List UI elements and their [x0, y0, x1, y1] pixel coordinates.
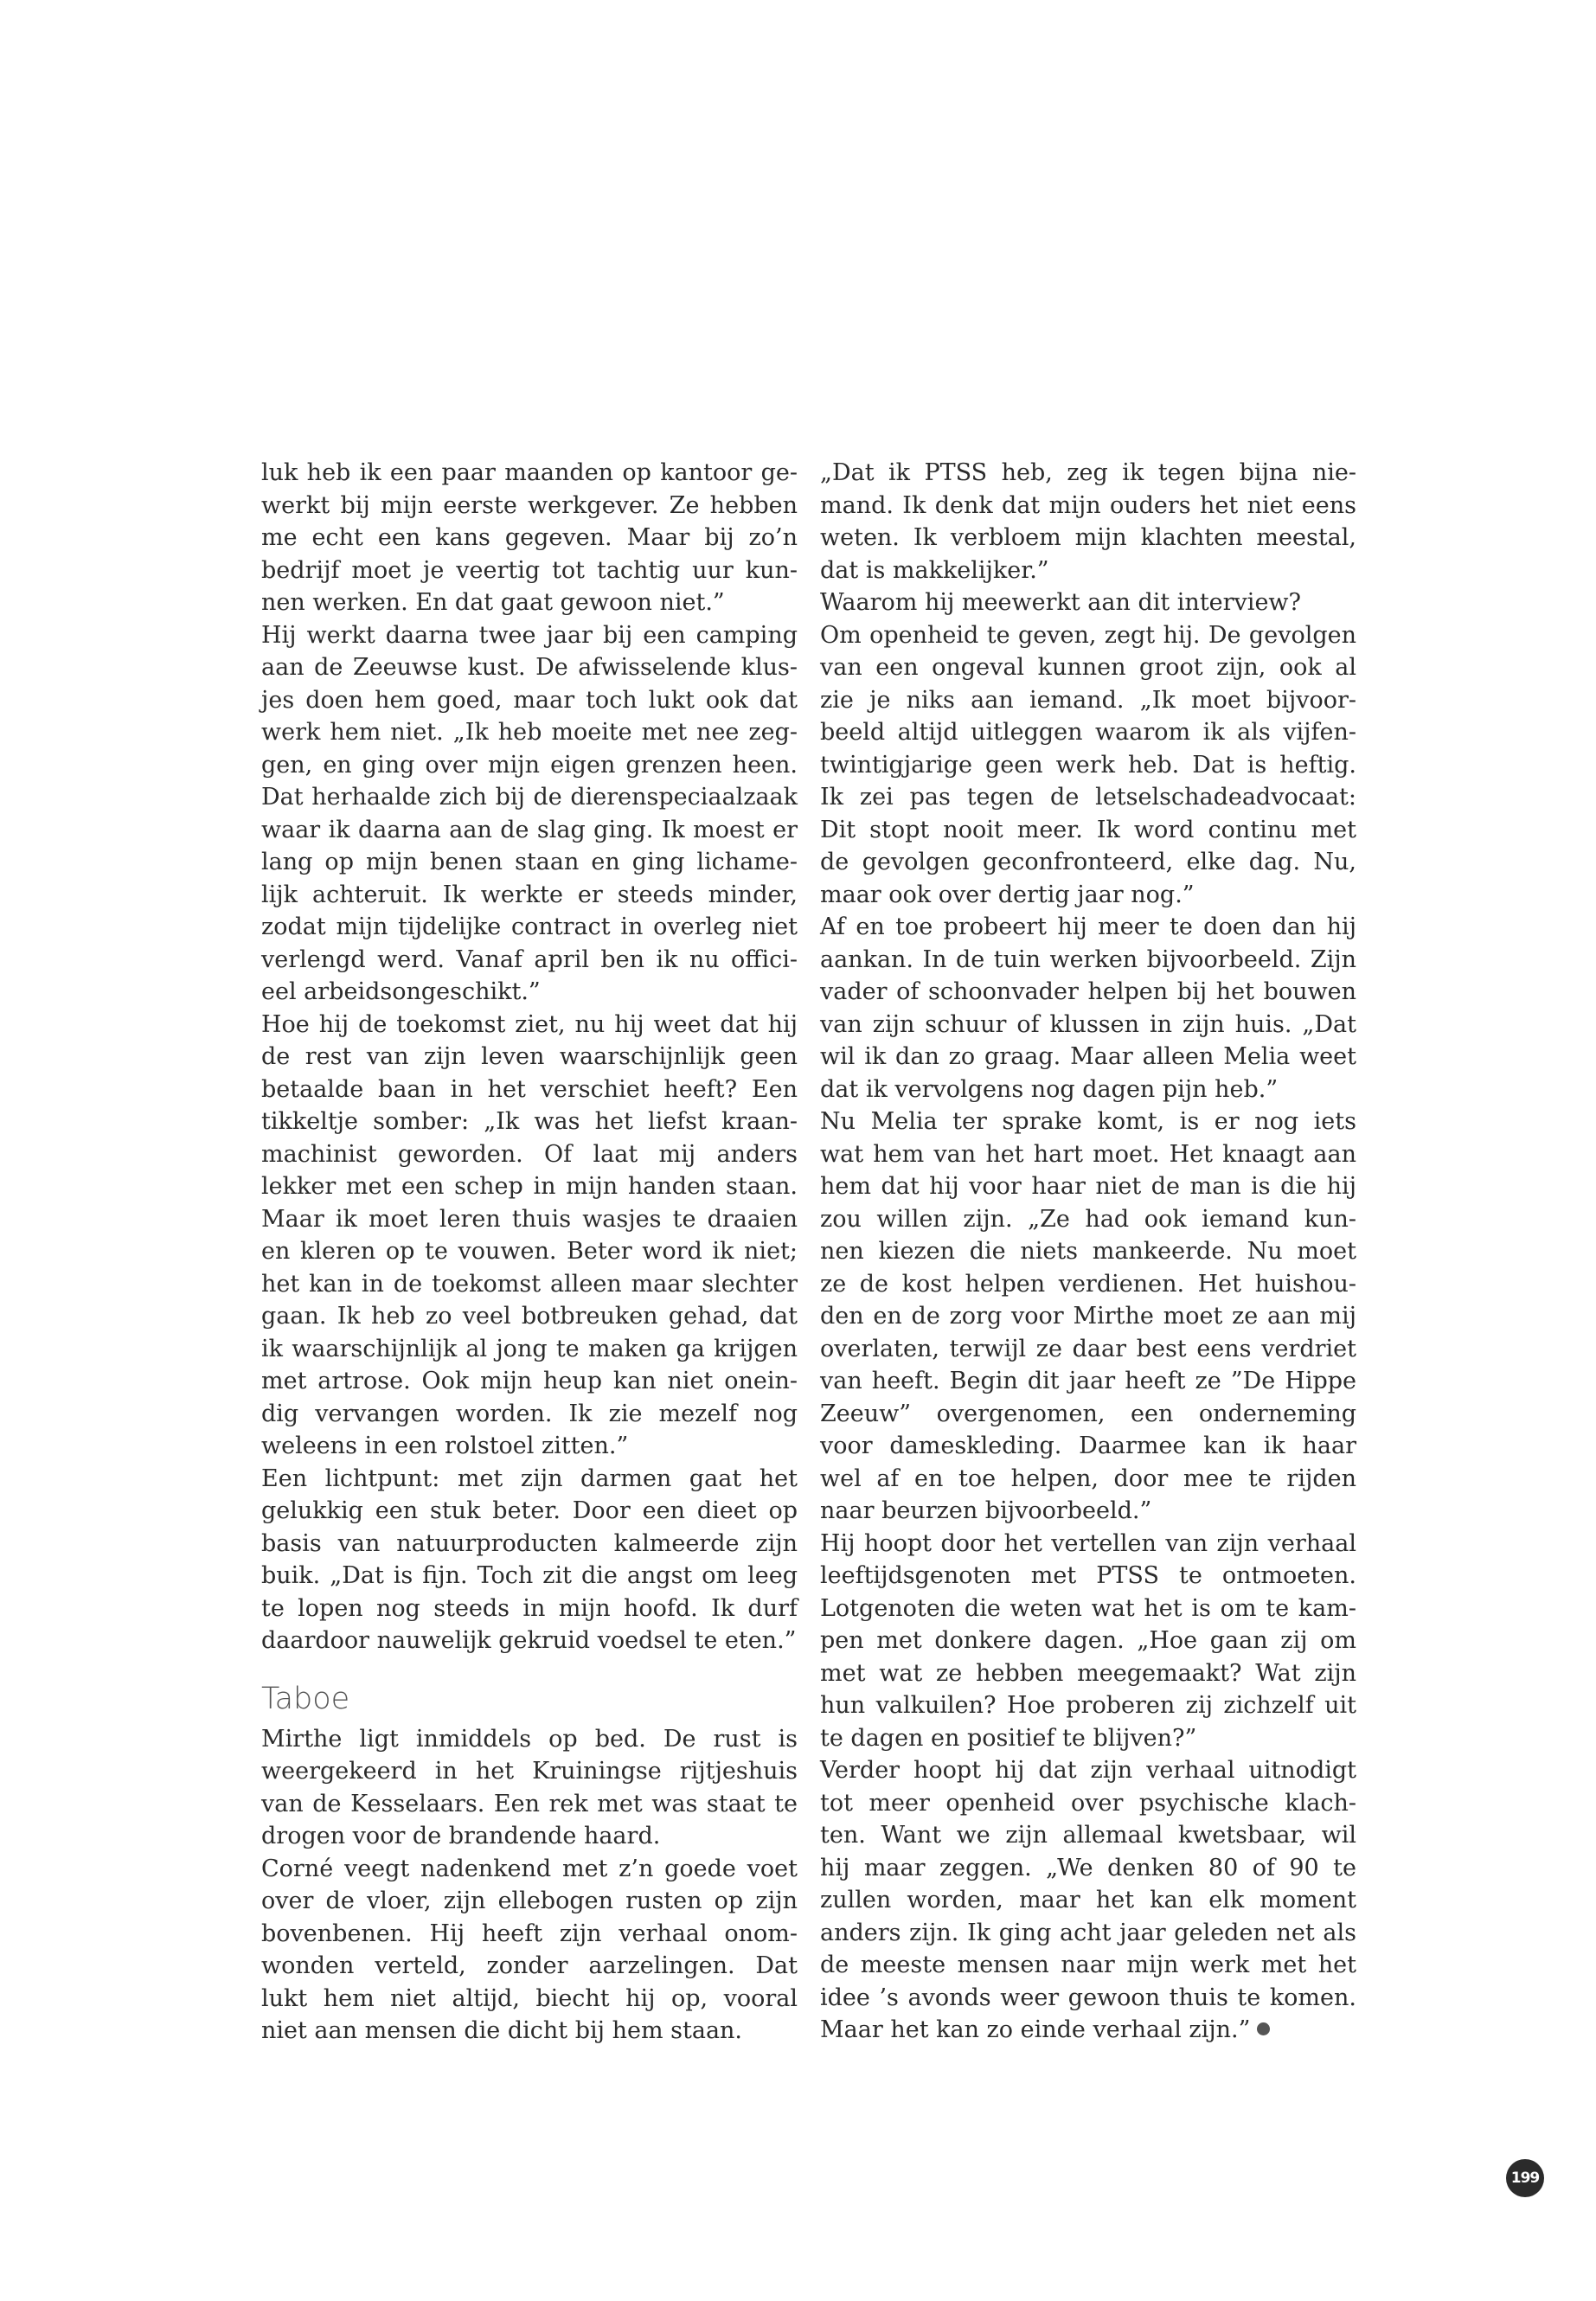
text-line: lukt hem niet altijd, biecht hij op, vooral: [261, 1984, 798, 2012]
text-line: beeld altijd uitleggen waarom ik als vijfen-: [820, 719, 1356, 746]
text-line: betaalde baan in het verschiet heeft? Een: [261, 1075, 798, 1103]
text-line: lijk achteruit. Ik werkte er steeds minder,: [261, 881, 798, 908]
text-line: Om openheid te geven, zegt hij. De gevolgen: [820, 621, 1356, 649]
text-line: luk heb ik een paar maanden op kantoor ge-: [261, 459, 798, 486]
text-line: niet aan mensen die dicht bij hem staan.: [261, 2017, 743, 2044]
page-number-badge: 199: [1506, 2159, 1544, 2197]
text-line: maar ook over dertig jaar nog.”: [820, 881, 1195, 908]
text-line: voor dameskleding. Daarmee kan ik haar: [820, 1433, 1356, 1459]
text-line: Maar ik moet leren thuis wasjes te draaien: [261, 1205, 798, 1233]
text-line: gelukkig een stuk beter. Door een dieet op: [261, 1497, 798, 1524]
text-line: Lotgenoten die weten wat het is om te kam-: [820, 1594, 1356, 1622]
text-line: idee ’s avonds weer gewoon thuis te komen.: [820, 1984, 1356, 2011]
right-column-body: [820, 457, 1356, 2047]
text-line: bedrijf moet je veertig tot tachtig uur kun-: [261, 556, 798, 584]
text-line: gaan. Ik heb zo veel botbreuken gehad, dat: [261, 1303, 798, 1330]
text-line: aan de Zeeuwse kust. De afwisselende klus-: [261, 654, 798, 681]
text-line: de meeste mensen naar mijn werk met het: [820, 1952, 1356, 1978]
text-line: weleens in een rolstoel zitten.”: [261, 1433, 629, 1459]
text-line: van de Kesselaars. Een rek met was staat te: [261, 1790, 798, 1817]
text-line: drogen voor de brandende haard.: [261, 1823, 661, 1849]
text-line: Corné veegt nadenkend met z’n goede voet: [261, 1855, 798, 1882]
text-line: zullen worden, maar het kan elk moment: [820, 1887, 1356, 1913]
text-line: nen werken. En dat gaat gewoon niet.”: [261, 589, 725, 616]
text-line: Maar het kan zo einde verhaal zijn.”: [820, 2014, 1356, 2047]
text-line: daardoor nauwelijk gekruid voedsel te eten.”: [261, 1627, 797, 1654]
text-line: dat is makkelijker.”: [820, 556, 1049, 584]
text-line: met wat ze hebben meegemaakt? Wat zijn: [820, 1659, 1356, 1687]
text-line: overlaten, terwijl ze daar best eens verdriet: [820, 1335, 1356, 1362]
text-line: de gevolgen geconfronteerd, elke dag. Nu,: [820, 849, 1356, 875]
text-line: tikkeltje somber: „Ik was het liefst kraan-: [261, 1108, 798, 1135]
text-line: leeftijdsgenoten met PTSS te ontmoeten.: [820, 1562, 1356, 1589]
left-column-body: [261, 457, 798, 1657]
text-line: het kan in de toekomst alleen maar slechter: [261, 1270, 798, 1298]
text-line: eel arbeidsongeschikt.”: [261, 978, 541, 1005]
text-line: Dat herhaalde zich bij de dierenspeciaalzaak: [261, 784, 798, 811]
text-line: de rest van zijn leven waarschijnlijk geen: [261, 1043, 798, 1070]
left-column-after-heading: [261, 1723, 798, 2048]
text-line: tot meer openheid over psychische klach-: [820, 1789, 1356, 1817]
text-line: basis van natuurproducten kalmeerde zijn: [261, 1529, 798, 1557]
text-line: Nu Melia ter sprake komt, is er nog iets: [820, 1108, 1356, 1135]
text-line: Hoe hij de toekomst ziet, nu hij weet dat hij: [261, 1010, 798, 1038]
text-line: te lopen nog steeds in mijn hoofd. Ik durf: [261, 1594, 798, 1622]
text-line: met artrose. Ook mijn heup kan niet onein-: [261, 1368, 798, 1394]
text-line: ik waarschijnlijk al jong te maken ga krijgen: [261, 1335, 798, 1362]
text-line: Een lichtpunt: met zijn darmen gaat het: [261, 1465, 798, 1492]
article-column-right: [820, 457, 1356, 2047]
text-line: buik. „Dat is fijn. Toch zit die angst om leeg: [261, 1562, 798, 1589]
text-line: Dit stopt nooit meer. Ik word continu met: [820, 816, 1356, 843]
text-line: zodat mijn tijdelijke contract in overleg niet: [261, 913, 798, 940]
text-line: Mirthe ligt inmiddels op bed. De rust is: [261, 1725, 798, 1753]
text-line: hun valkuilen? Hoe proberen zij zichzelf uit: [820, 1692, 1356, 1719]
text-line: anders zijn. Ik ging acht jaar geleden net als: [820, 1919, 1356, 1946]
text-line: verlengd werd. Vanaf april ben ik nu offici-: [261, 945, 798, 973]
end-of-article-dot-icon: [1257, 2022, 1270, 2035]
text-line: wat hem van het hart moet. Het knaagt aan: [820, 1140, 1356, 1168]
article-column-left: [261, 457, 798, 2048]
text-line: zie je niks aan iemand. „Ik moet bijvoor-: [820, 686, 1356, 714]
text-line: ze de kost helpen verdienen. Het huishou-: [820, 1270, 1356, 1298]
text-line: werkt bij mijn eerste werkgever. Ze hebben: [261, 491, 798, 519]
text-line: „Dat ik PTSS heb, zeg ik tegen bijna nie-: [820, 459, 1356, 486]
text-line: weten. Ik verbloem mijn klachten meestal,: [820, 524, 1356, 551]
text-line: aankan. In de tuin werken bijvoorbeeld. Zijn: [820, 945, 1356, 973]
text-line: lekker met een schep in mijn handen staan.: [261, 1173, 798, 1200]
text-line: zou willen zijn. „Ze had ook iemand kun-: [820, 1205, 1356, 1233]
text-line: nen kiezen die niets mankeerde. Nu moet: [820, 1238, 1356, 1265]
text-line: machinist geworden. Of laat mij anders: [261, 1140, 798, 1168]
text-line: Hij werkt daarna twee jaar bij een camping: [261, 621, 798, 649]
text-line: den en de zorg voor Mirthe moet ze aan mij: [820, 1303, 1356, 1330]
text-line: Zeeuw” overgenomen, een onderneming: [820, 1400, 1356, 1427]
text-line: van zijn schuur of klussen in zijn huis. „Dat: [820, 1010, 1356, 1038]
text-line: Waarom hij meewerkt aan dit interview?: [820, 589, 1302, 616]
text-line: Verder hoopt hij dat zijn verhaal uitnodigt: [820, 1757, 1356, 1784]
text-line: lang op mijn benen staan en ging lichame-: [261, 849, 798, 875]
text-line: over de vloer, zijn ellebogen rusten op zijn: [261, 1888, 798, 1914]
text-line: twintigjarige geen werk heb. Dat is heftig.: [820, 751, 1356, 779]
text-line: van een ongeval kunnen groot zijn, ook al: [820, 654, 1356, 681]
text-line: waar ik daarna aan de slag ging. Ik moest er: [261, 816, 798, 843]
text-line: pen met donkere dagen. „Hoe gaan zij om: [820, 1627, 1356, 1654]
text-line: ten. Want we zijn allemaal kwetsbaar, wil: [820, 1822, 1356, 1849]
text-line: hem dat hij voor haar niet de man is die hij: [820, 1173, 1356, 1200]
text-line: vader of schoonvader helpen bij het bouwen: [820, 978, 1356, 1005]
text-line: me echt een kans gegeven. Maar bij zo’n: [261, 524, 798, 551]
text-line: naar beurzen bijvoorbeeld.”: [820, 1497, 1152, 1524]
text-line: wil ik dan zo graag. Maar alleen Melia weet: [820, 1043, 1356, 1070]
text-line: wonden verteld, zonder aarzelingen. Dat: [261, 1952, 798, 1979]
text-line: en kleren op te vouwen. Beter word ik niet;: [261, 1238, 798, 1265]
text-line: mand. Ik denk dat mijn ouders het niet eens: [820, 491, 1356, 519]
text-line: dig vervangen worden. Ik zie mezelf nog: [261, 1400, 798, 1427]
text-line: werk hem niet. „Ik heb moeite met nee zeg-: [261, 719, 798, 746]
text-line: te dagen en positief te blijven?”: [820, 1724, 1197, 1752]
text-line: hij maar zeggen. „We denken 80 of 90 te: [820, 1854, 1356, 1881]
text-line: Af en toe probeert hij meer te doen dan hij: [820, 913, 1356, 940]
text-line: Ik zei pas tegen de letselschadeadvocaat:: [820, 784, 1356, 811]
text-line: wel af en toe helpen, door mee te rijden: [820, 1465, 1356, 1492]
text-line: dat ik vervolgens nog dagen pijn heb.”: [820, 1075, 1279, 1103]
text-line: jes doen hem goed, maar toch lukt ook dat: [261, 686, 798, 714]
text-line: Hij hoopt door het vertellen van zijn verhaal: [820, 1529, 1356, 1557]
text-line: van heeft. Begin dit jaar heeft ze ”De Hippe: [820, 1368, 1356, 1394]
text-line: bovenbenen. Hij heeft zijn verhaal onom-: [261, 1920, 798, 1947]
text-line: gen, en ging over mijn eigen grenzen heen.: [261, 751, 798, 779]
text-line: weergekeerd in het Kruiningse rijtjeshuis: [261, 1758, 798, 1785]
section-heading: Taboe: [261, 1681, 350, 1716]
